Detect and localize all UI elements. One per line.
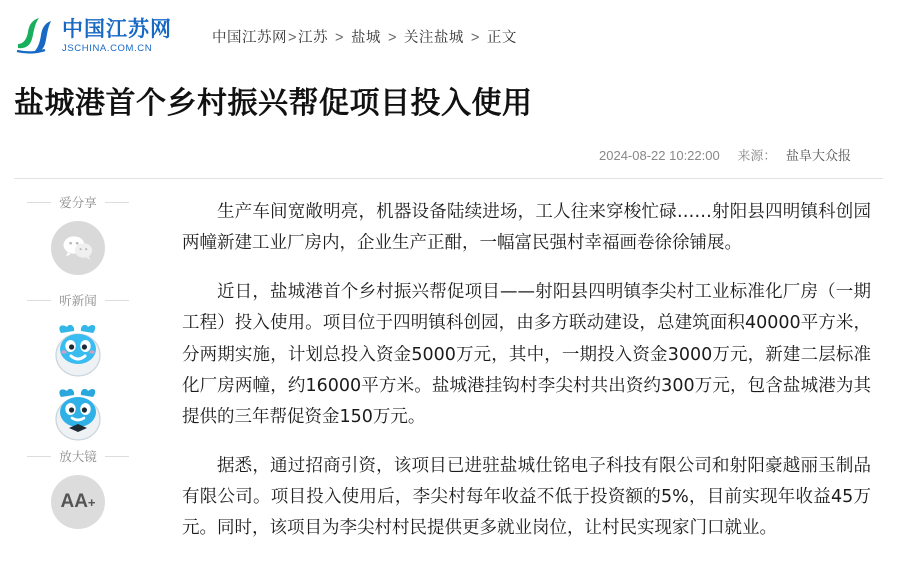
font-size-icon[interactable] [51, 475, 105, 529]
site-header [0, 0, 897, 72]
logo-text [62, 16, 172, 54]
article-header [0, 72, 897, 164]
page-title: 盐城港首个乡村振兴帮促项目投入使用 [14, 86, 533, 121]
share-group [0, 193, 156, 275]
zoom-group [0, 447, 156, 529]
zoom-label-plus: + [87, 494, 96, 510]
article-paragraph: 生产车间宽敞明亮，机器设备陆续进场，工人往来穿梭忙碌……射阳县四明镇科创园两幢新建工业厂房内，企业生产正酣，一幅富民强村幸福画卷徐徐铺展。 [182, 202, 871, 254]
breadcrumb-sep-2: > [387, 29, 397, 46]
breadcrumb-item-3[interactable]: 关注盐城 [403, 29, 464, 46]
wave-leaf-logo-icon [14, 14, 54, 58]
article-text [156, 179, 897, 562]
news-mascot-icon[interactable] [0, 319, 156, 381]
breadcrumb-sep-3: > [470, 29, 480, 46]
article-paragraph: 近日，盐城港首个乡村振兴帮促项目——射阳县四明镇李尖村工业标准化厂房（一期工程）投入使用。项目位于四明镇科创园，由多方联动建设，总建筑面积40000平方米，分两期实施，计划总投入资金5000万元，其中，一期投入资金3000万元，新建二层标准化厂房两幢，约16000平方米。盐城港挂钩村李尖村共出资约300万元，包含盐城港为其提供的三年帮促资金150万元。 [182, 282, 871, 427]
breadcrumb-sep-0: > [288, 29, 297, 46]
share-group-label: 爱分享 [49, 193, 107, 211]
breadcrumb-item-1[interactable]: 江苏 [297, 29, 328, 46]
article-paragraph: 据悉，通过招商引资，该项目已进驻盐城仕铭电子科技有限公司和射阳豪越丽玉制品有限公司。项目投入使用后，李尖村每年收益不低于投资额的5%，目前实现年收益45万元。同时，该项目为李尖村村民提供更多就业岗位，让村民实现家门口就业。 [182, 455, 871, 539]
listen-news-group-label: 听新闻 [49, 291, 107, 309]
site-logo[interactable] [14, 14, 190, 58]
breadcrumb-item-0[interactable]: 中国江苏网 [212, 29, 287, 46]
source-label: 来源： [737, 148, 777, 163]
article-meta [14, 145, 877, 164]
breadcrumb-item-4: 正文 [486, 29, 517, 46]
zoom-label: AA [60, 491, 88, 512]
article-body-layout [0, 179, 897, 562]
wechat-share-icon[interactable] [51, 221, 105, 275]
logo-title-en: JSCHINA.COM.CN [62, 42, 153, 54]
breadcrumb-item-2[interactable]: 盐城 [350, 29, 381, 46]
news-mascot-secondary-icon[interactable] [0, 383, 156, 445]
listen-news-group [0, 291, 156, 445]
logo-title-cn: 中国江苏网 [62, 16, 172, 41]
tools-sidebar [0, 179, 156, 529]
breadcrumb-sep-1: > [334, 29, 344, 46]
article-timestamp: 2024-08-22 10:22:00 [599, 148, 720, 163]
breadcrumb [190, 26, 517, 47]
source-name: 盐阜大众报 [785, 148, 851, 163]
zoom-group-label: 放大镜 [49, 447, 107, 465]
